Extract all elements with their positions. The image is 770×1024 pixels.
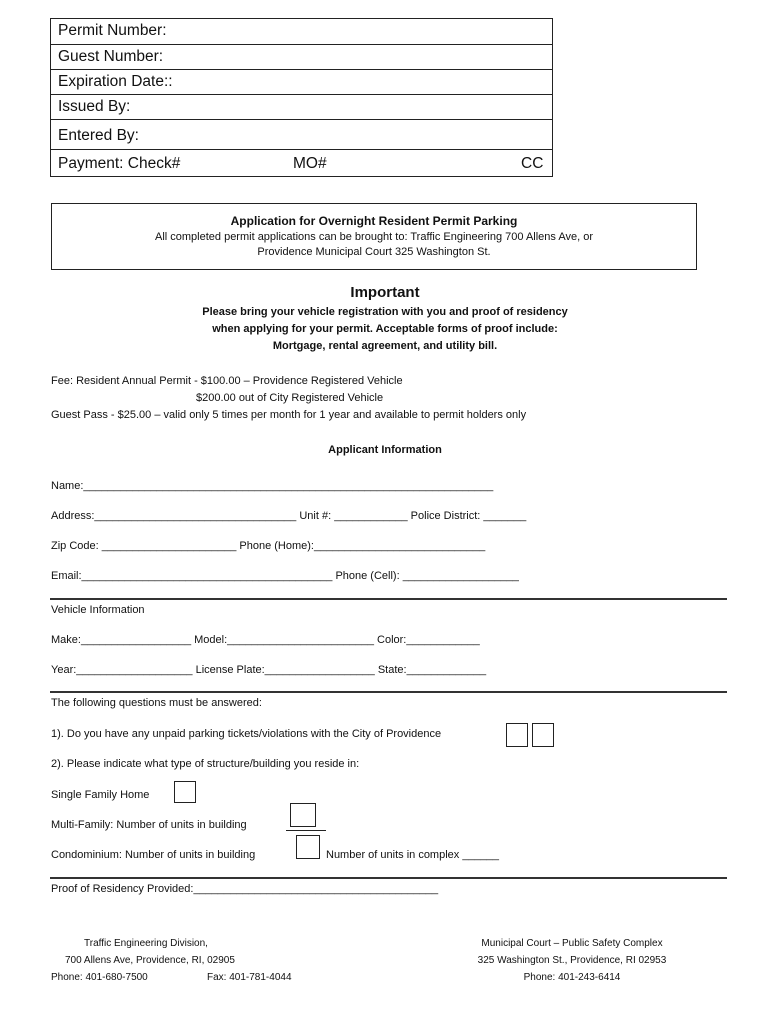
footer-right-line1: Municipal Court – Public Safety Complex [481,938,663,949]
multi-family-underline [286,830,326,831]
application-instructions-line1: All completed permit applications can be brought to: Traffic Engineering 700 Allens Ave, or [154,231,594,243]
issued-by-row[interactable] [51,95,552,120]
footer-left-phone: Phone: 401-680-7500 [51,972,148,983]
multi-family-label: Multi-Family: Number of units in building [51,819,247,831]
payment-row[interactable] [51,150,552,178]
footer-right-phone: Phone: 401-243-6414 [523,972,621,983]
application-instructions-line2: Providence Municipal Court 325 Washington St. [257,246,491,258]
entered-by-row[interactable] [51,120,552,150]
application-header-box [51,203,697,270]
section-divider [50,691,727,693]
make-model-color-field[interactable]: Make:__________________ Model:________________________ Color:____________ [51,634,480,646]
footer-left-line2: 700 Allens Ave, Providence, RI, 02905 [65,955,235,966]
address-field[interactable]: Address:_________________________________ Unit #: ____________ Police District: _______ [51,510,527,522]
payment-check-label: Payment: Check# [58,155,181,172]
expiration-date-label: Expiration Date:: [58,73,173,90]
applicant-information-heading: Applicant Information [328,444,442,456]
section-divider [50,598,727,600]
issued-by-label: Issued By: [58,98,131,115]
q1-yes-checkbox[interactable] [506,723,528,747]
section-divider [50,877,727,879]
permit-number-row[interactable] [51,19,552,45]
footer-traffic-engineering [51,938,292,983]
footer-right-line2: 325 Washington St., Providence, RI 02953 [477,955,667,966]
zip-phone-field[interactable]: Zip Code: ______________________ Phone (Home):____________________________ [51,540,486,552]
footer-municipal-court [452,938,692,983]
payment-cc-label: CC [521,155,544,172]
payment-mo-label: MO# [293,155,327,172]
important-line3: Mortgage, rental agreement, and utility bill. [272,340,498,352]
vehicle-information-heading: Vehicle Information [51,604,145,616]
fee-guest-pass-line: Guest Pass - $25.00 – valid only 5 times per month for 1 year and available to permit holders only [51,409,527,421]
important-line1: Please bring your vehicle registration with you and proof of residency [202,306,568,318]
permit-number-label: Permit Number: [58,22,167,39]
expiration-date-row[interactable] [51,70,552,95]
email-cell-field[interactable]: Email:_________________________________________ Phone (Cell): ___________________ [51,570,519,582]
condominium-label: Condominium: Number of units in building [51,849,256,861]
office-use-box [50,18,553,177]
important-line2: when applying for your permit. Acceptable forms of proof include: [212,323,558,335]
condo-complex-units-field[interactable]: Number of units in complex ______ [326,849,500,861]
entered-by-label: Entered By: [58,127,139,144]
fee-resident-line: Fee: Resident Annual Permit - $100.00 – Providence Registered Vehicle [51,375,403,387]
condo-units-box[interactable] [296,835,320,859]
fee-out-of-city-line: $200.00 out of City Registered Vehicle [196,392,384,404]
multi-family-units-box[interactable] [290,803,316,827]
single-family-checkbox[interactable] [174,781,196,803]
footer-left-fax: Fax: 401-781-4044 [207,972,292,983]
single-family-label: Single Family Home [51,789,150,801]
important-heading: Important [350,284,420,301]
q1-no-checkbox[interactable] [532,723,554,747]
question-2: 2). Please indicate what type of structure/building you reside in: [51,758,360,770]
questions-intro: The following questions must be answered: [51,697,262,709]
guest-number-label: Guest Number: [58,48,164,65]
proof-of-residency-field[interactable]: Proof of Residency Provided:________________________________________ [51,883,439,895]
year-plate-state-field[interactable]: Year:___________________ License Plate:__________________ State:_____________ [51,664,487,676]
footer-left-line1: Traffic Engineering Division, [84,938,208,949]
name-field[interactable]: Name:___________________________________________________________________ [51,480,494,492]
guest-number-row[interactable] [51,45,552,70]
question-1: 1). Do you have any unpaid parking tickets/violations with the City of Providence [51,728,442,740]
application-title: Application for Overnight Resident Permit Parking [230,214,518,228]
